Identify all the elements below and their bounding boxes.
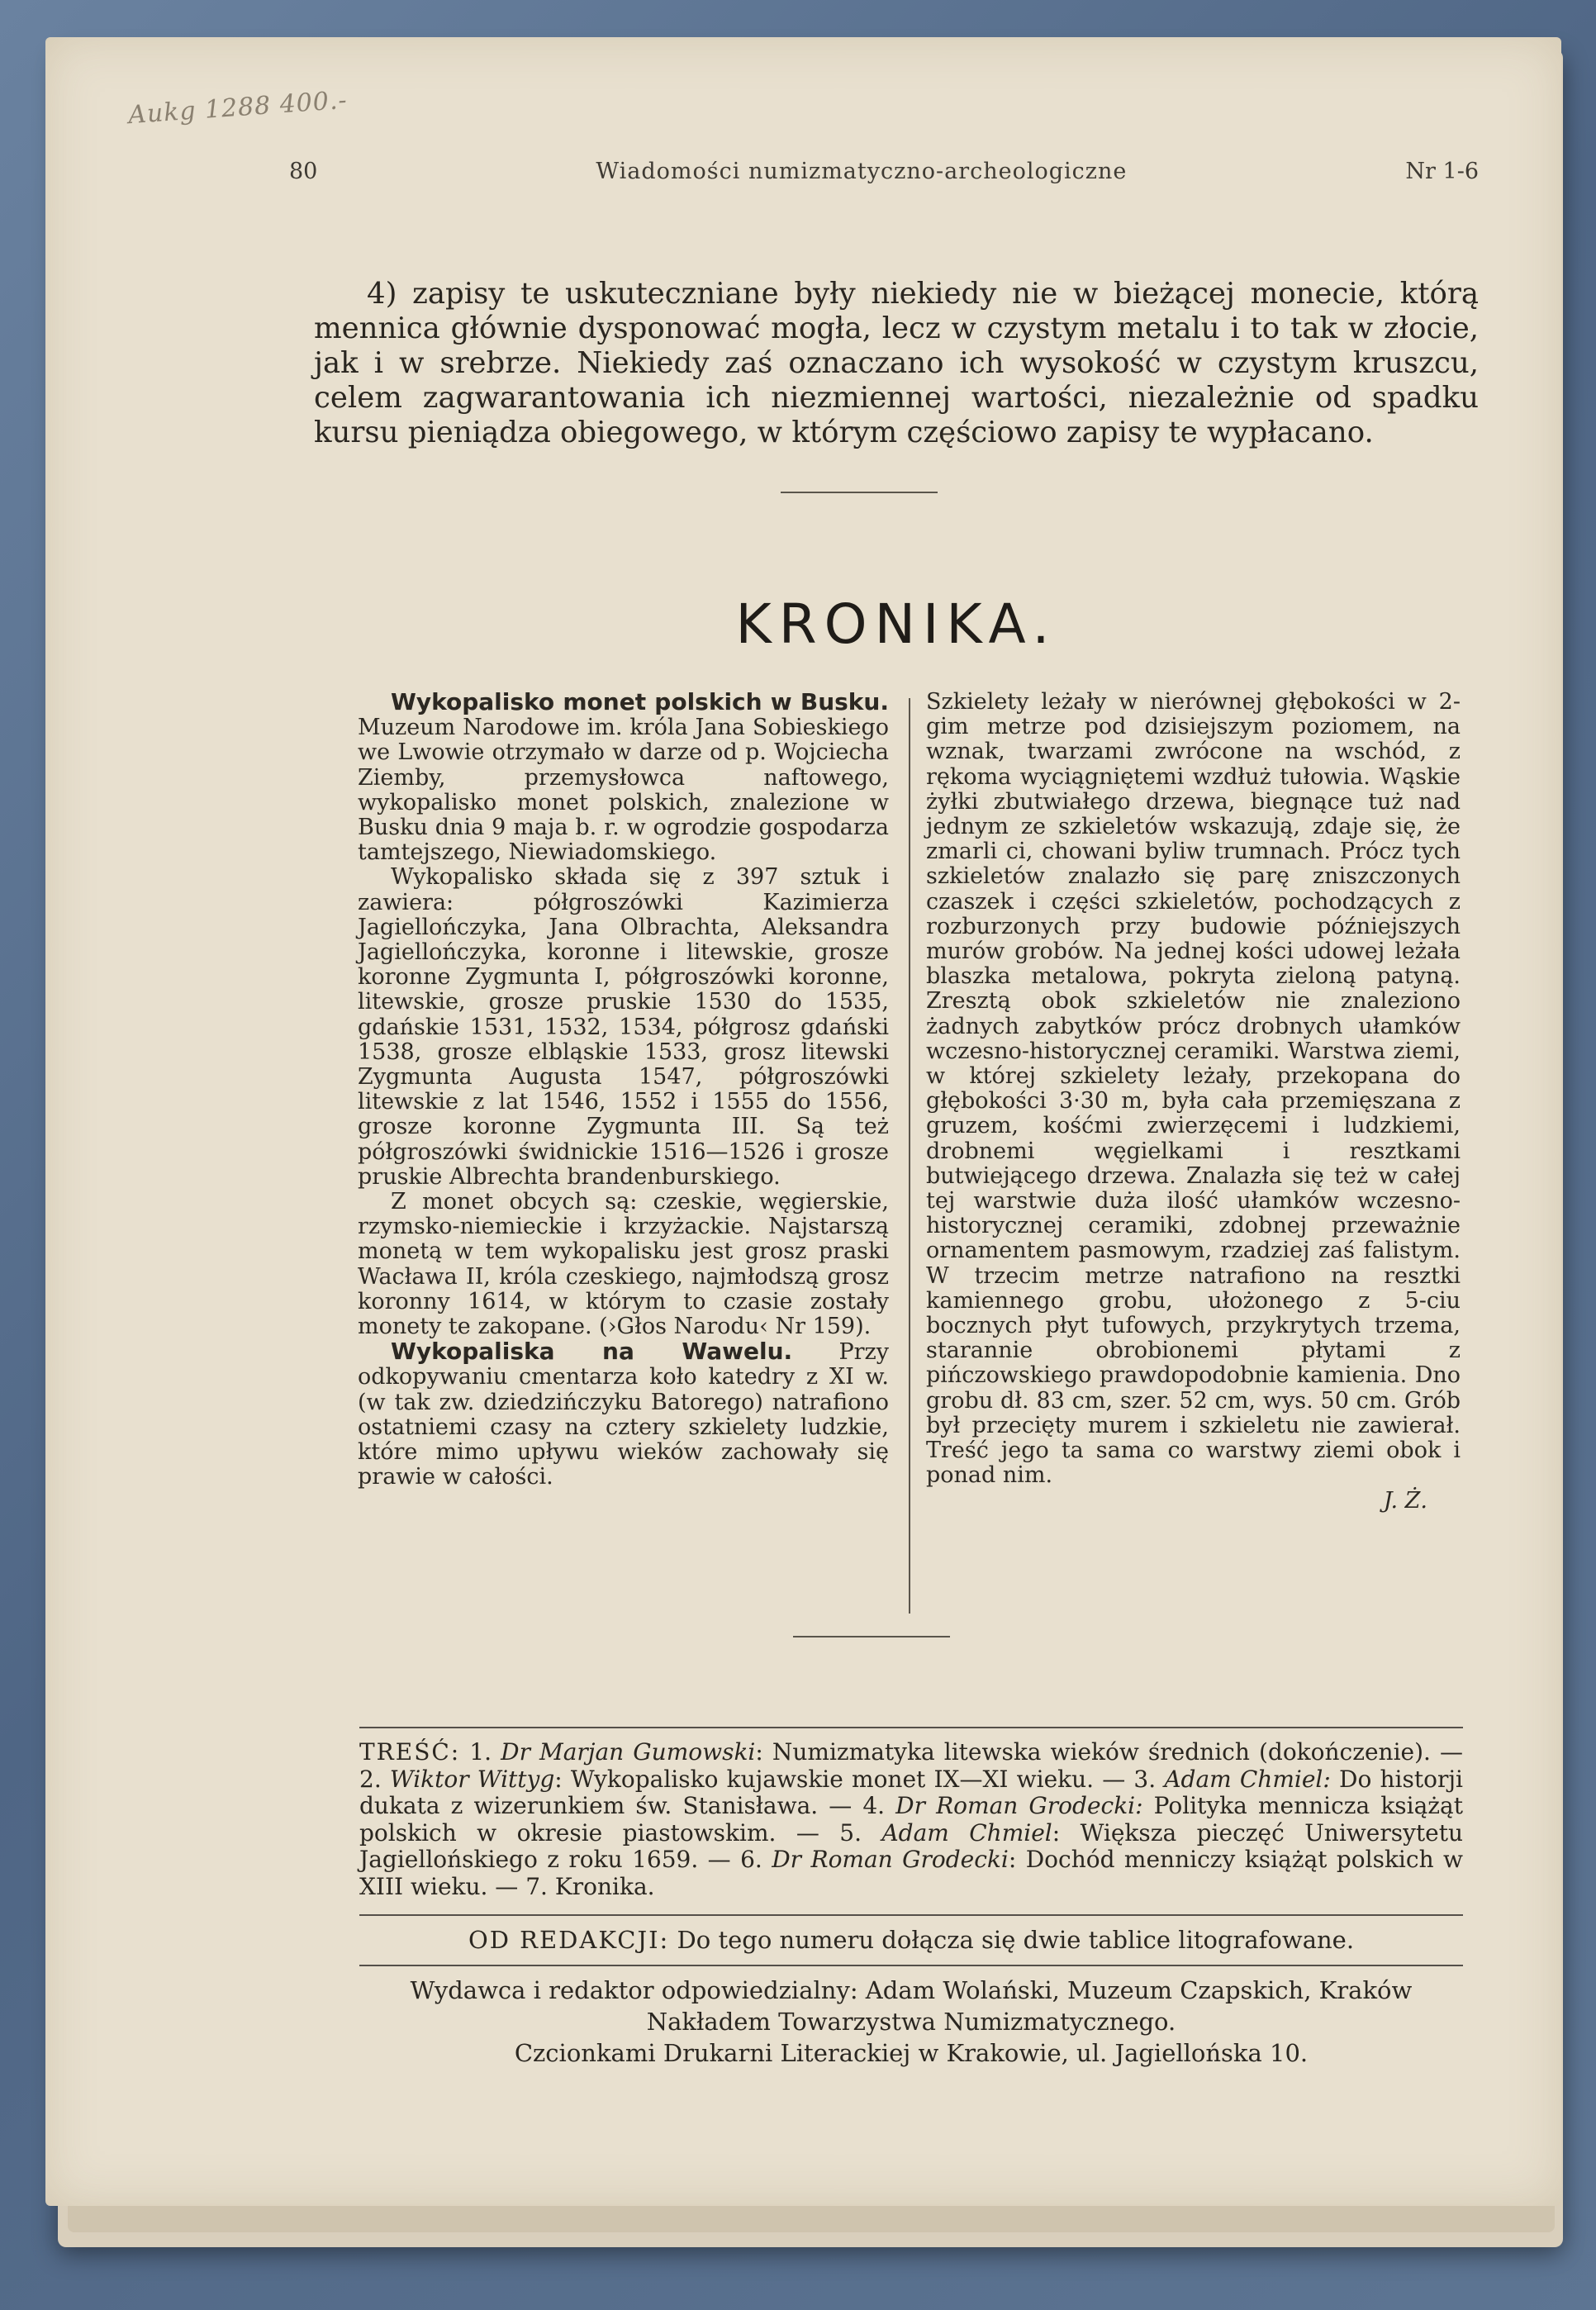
contents-text: : Dochód menniczy książąt polskich w XIII wieku. — 7. Kronika. (359, 1846, 1463, 1900)
editorial-rule-top (359, 1914, 1463, 1916)
contents-author: Dr Marjan Gumowski (501, 1738, 756, 1766)
contents-author: Adam Chmiel: (1164, 1765, 1331, 1793)
editorial-note (359, 1926, 1463, 1954)
left-column (358, 690, 889, 1490)
imprint-line: Czcionkami Drukarni Literackiej w Krakowie, ul. Jagiellońska 10. (514, 2039, 1309, 2067)
imprint (359, 1975, 1463, 2069)
article-wawel (358, 1339, 889, 1490)
contents-text: : Numizmatyka litewska wieków średnich (dokończenie). — 2. (359, 1738, 1464, 1793)
article-text: Przy odkopywaniu cmentarza koło katedry z XI w. (w tak zw. dziedzińczyku Batorego) natrafiono ostatniemi czasy na cztery szkielety ludzkie, które mimo upływu wieków zachowały się prawie w całości. (358, 1339, 889, 1490)
article-heading: Wykopaliska na Wawelu. (391, 1338, 793, 1366)
editorial-label: OD REDAKCJI: (468, 1926, 670, 1954)
contents-label: TREŚĆ: (359, 1738, 461, 1766)
running-head (289, 159, 1479, 184)
section-divider-bottom (793, 1636, 950, 1637)
page-number: 80 (289, 159, 318, 184)
contents-text: Do historji dukata z wizerunkiem św. Stanisława. — 4. (359, 1765, 1463, 1819)
journal-title: Wiadomości numizmatyczno-archeologiczne (596, 159, 1128, 184)
article-paragraph: Szkielety leżały w nierównej głębokości w 2-gim metrze pod dzisiejszym poziomem, na wznak, twarzami zwrócone na wschód, z rękoma wyciągniętemi wzdłuż tułowia. Wąskie żyłki zbutwiałego drzewa, biegnące tuż nad jednym ze szkieletów wskazują, zdaje się, że zmarli ci, chowani byliw trumnach. Prócz tych szkieletów znalazło się parę zniszczonych czaszek i części szkieletów, pochodzących z rozburzonych przy budowie późniejszych murów grobów. Na jednej kości udowej leżała blaszka metalowa, pokryta zieloną patyną. Zresztą obok szkieletów nie znaleziono żadnych zabytków prócz drobnych ułamków wczesno-historycznej ceramiki. Warstwa ziemi, w której szkielety leżały, przekopana do głębokości 3·30 m, była cała przemięszana z gruzem, kośćmi zwierzęcemi i ludzkiemi, drobnemi węgielkami i resztkami butwiejącego drzewa. Znalazła się też w całej tej warstwie duża ilość ułamków wczesno-historycznej ceramiki, zdobnej przeważnie ornamentem pasmowym, rzadziej zaś falistym. W trzecim metrze natrafiono na resztki kamiennego grobu, ułożonego z 5-ciu bocznych płyt tufowych, przykrytych trzema, starannie obrobionemi płytami z pińczowskiego prawdopodobnie kamienia. Dno grobu dł. 83 cm, szer. 52 cm, wys. 50 cm. Grób był przecięty murem i szkieletu nie zawierał. Treść jego ta sama co warstwy ziemi obok i ponad nim. (926, 689, 1461, 1489)
imprint-line: Nakładem Towarzystwa Numizmatycznego. (646, 2008, 1176, 2036)
author-signature: J. Ż. (1383, 1487, 1427, 1514)
contents-text: 1. (460, 1738, 501, 1766)
section-divider-top (781, 492, 938, 493)
contents-author: Adam Chmiel (881, 1818, 1052, 1847)
article-paragraph: Wykopalisko składa się z 397 sztuk i zawiera: półgroszówki Kazimierza Jagiellończyka, Jana Olbrachta, Aleksandra Jagiellończyka, koronne i litewskie, grosze koronne Zygmunta I, półgroszówki koronne, litewskie, grosze pruskie 1530 do 1535, gdańskie 1531, 1532, 1534, półgrosz gdański 1538, grosze elbląskie 1533, grosz litewski Zygmunta Augusta 1547, półgroszówki litewskie z lat 1546, 1552 i 1555 do 1556, grosze koronne Zygmunta III. Są też półgroszówki świdnickie 1516—1526 i grosze pruskie Albrechta brandenburskiego. (358, 864, 889, 1190)
contents-author: Dr Roman Grodecki: (895, 1792, 1143, 1819)
editorial-text: Do tego numeru dołącza się dwie tablice litografowane. (669, 1926, 1355, 1954)
imprint-line: Wydawca i redaktor odpowiedzialny: Adam Wolański, Muzeum Czapskich, Kraków (410, 1976, 1413, 2004)
contents-rule-top (359, 1727, 1463, 1728)
contents-author: Dr Roman Grodecki (772, 1846, 1009, 1873)
document-page (45, 37, 1561, 2206)
right-column (926, 690, 1461, 1514)
imprint-rule-top (359, 1965, 1463, 1966)
contents-text: : Wykopalisko kujawskie monet IX—XI wieku. — 3. (554, 1765, 1165, 1793)
article-paragraph: Z monet obcych są: czeskie, węgierskie, rzymsko-niemieckie i krzyżackie. Najstarszą monetą w tem wykopalisku jest grosz praski Wacława II, króla czeskiego, najmłodszą grosz koronny 1614, w którym to czasie zostały monety te zakopane. (›Głos Narodu‹ Nr 159). (358, 1189, 889, 1340)
article-busku (358, 690, 889, 865)
contents-text: : Większa pieczęć Uniwersytetu Jagiellońskiego z roku 1659. — 6. (359, 1818, 1464, 1873)
pencil-annotation: Aukg 1288 400.- (127, 85, 349, 131)
section-title: KRONIKA. (735, 592, 1057, 656)
article-heading: Wykopalisko monet polskich w Busku. (391, 688, 889, 715)
intro-paragraph: 4) zapisy te uskuteczniane były niekiedy nie w bieżącej monecie, którą mennica głównie dysponować mogła, lecz w czystym metalu i to tak w złocie, jak i w srebrze. Niekiedy zaś oznaczano ich wysokość w czystym kruszcu, celem zagwarantowania ich niezmiennej wartości, niezależnie od spadku kursu pieniądza obiegowego, w którym częściowo zapisy te wypłacano. (314, 277, 1479, 449)
article-text: Muzeum Narodowe im. króla Jana Sobieskiego we Lwowie otrzymało w darze od p. Wojciecha Ziemby, przemysłowca naftowego, wykopalisko monet polskich, znalezione w Busku dnia 9 maja b. r. w ogrodzie gospodarza tamtejszego, Niewiadomskiego. (358, 715, 889, 866)
contents-author: Wiktor Wittyg (389, 1765, 555, 1793)
contents-text: Polityka mennicza książąt polskich w okresie piastowskim. — 5. (359, 1792, 1464, 1847)
column-divider (909, 698, 910, 1614)
table-of-contents (359, 1739, 1463, 1900)
issue-number: Nr 1-6 (1405, 159, 1479, 184)
